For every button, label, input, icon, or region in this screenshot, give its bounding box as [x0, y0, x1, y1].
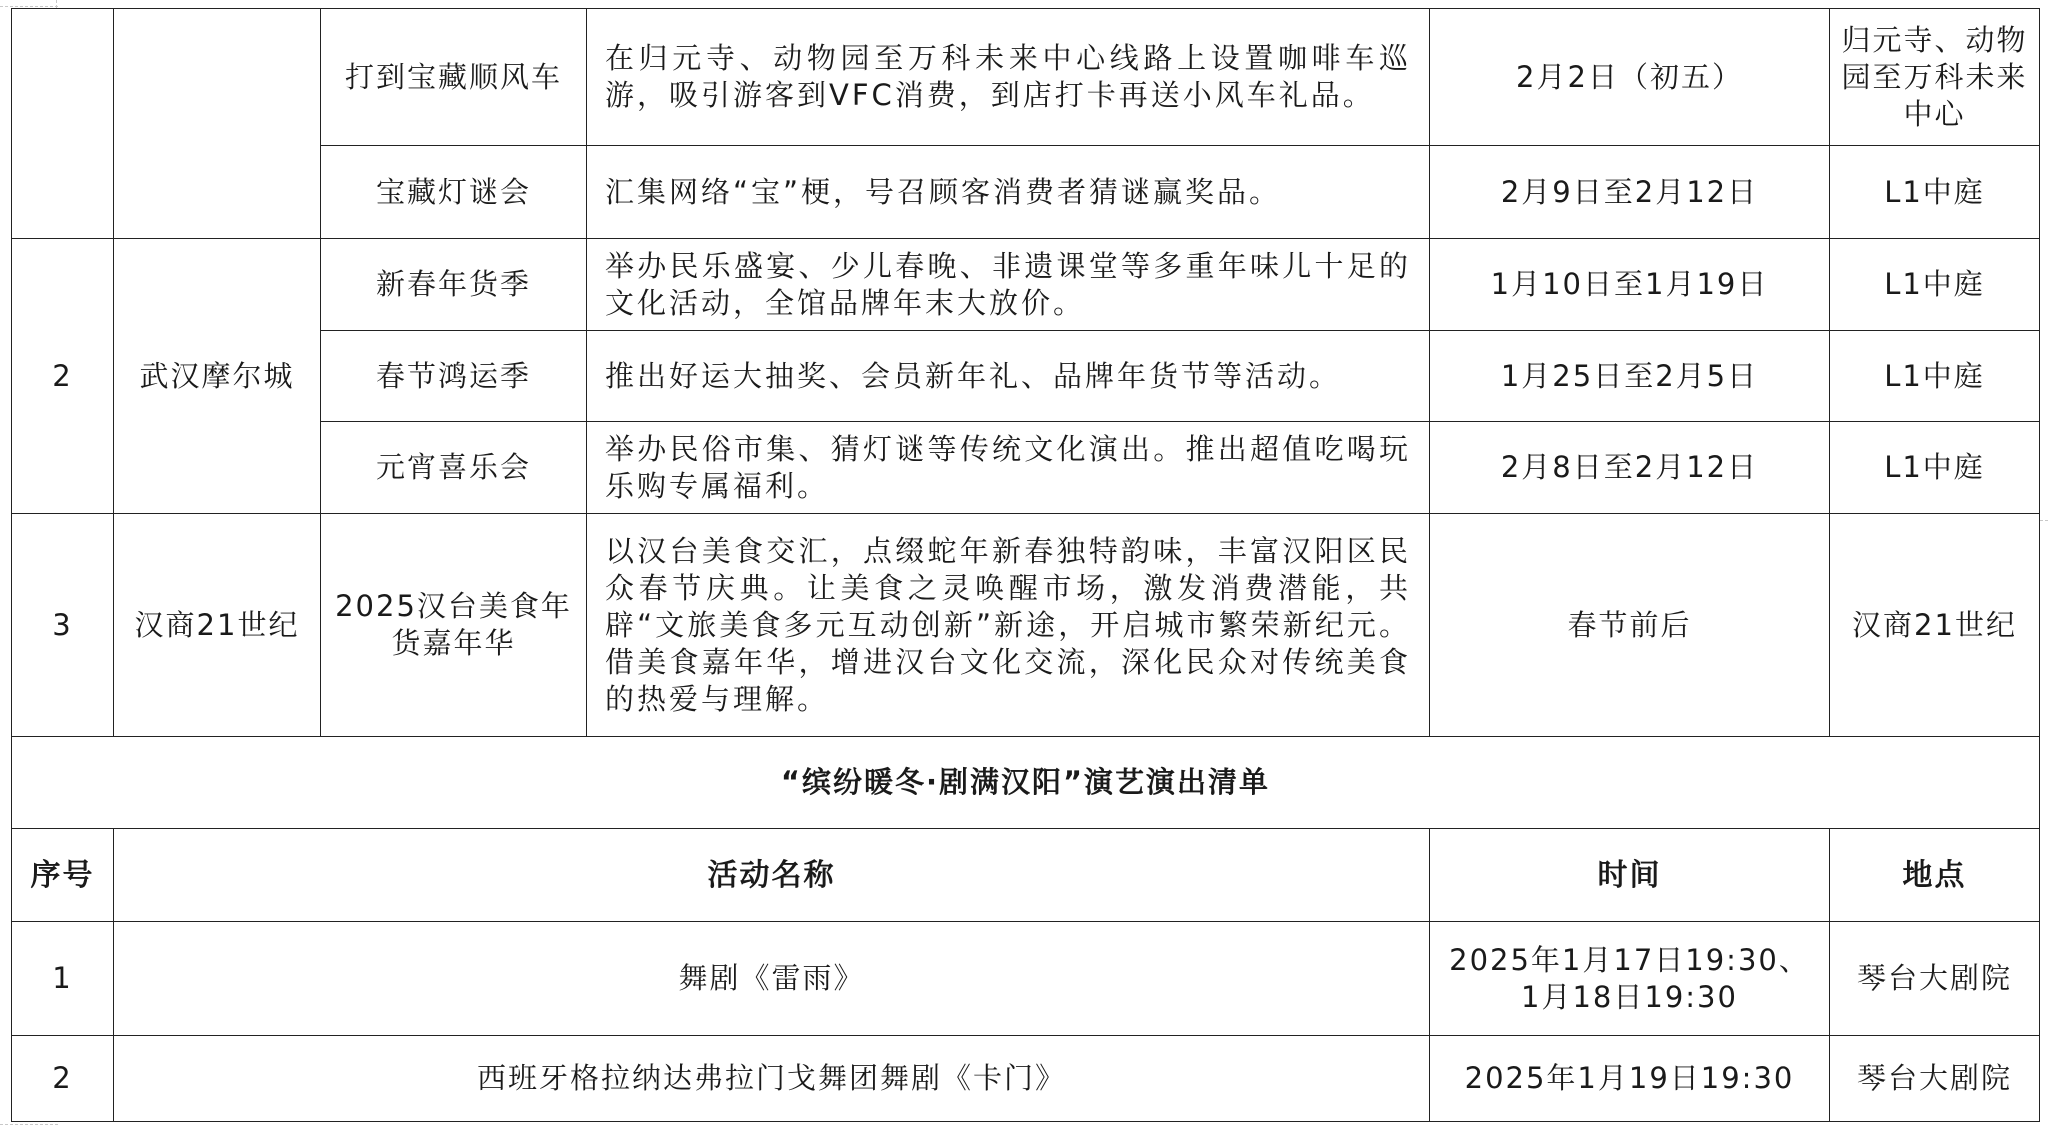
- activity-time: 1月10日至1月19日: [1430, 239, 1830, 331]
- table-row: [12, 922, 2040, 1036]
- activity-table: [11, 8, 2040, 1122]
- header-name: 活动名称: [114, 829, 1430, 922]
- performance-time-line-1: 2025年1月17日19:30、: [1449, 942, 1810, 977]
- seq-cell-empty: [12, 9, 114, 239]
- activity-name: 新春年货季: [321, 239, 587, 331]
- header-row: [12, 829, 2040, 922]
- performance-time-line-2: 1月18日19:30: [1521, 979, 1738, 1014]
- performance-name: 西班牙格拉纳达弗拉门戈舞团舞剧《卡门》: [114, 1036, 1430, 1122]
- activity-description: 以汉台美食交汇，点缀蛇年新春独特韵味，丰富汉阳区民众春节庆典。让美食之灵唤醒市场，激发消费潜能，共辟“文旅美食多元互动创新”新途，开启城市繁荣新纪元。借美食嘉年华，增进汉台文化交流，深化民众对传统美食的热爱与理解。: [587, 514, 1430, 737]
- section-title-row: [12, 737, 2040, 829]
- activity-time: 春节前后: [1430, 514, 1830, 737]
- venue-cell: 武汉摩尔城: [114, 239, 321, 514]
- crop-mark-top-left-vertical: [56, 0, 57, 8]
- crop-mark-top-left: [0, 6, 58, 7]
- seq-cell: 2: [12, 1036, 114, 1122]
- activity-description: 推出好运大抽奖、会员新年礼、品牌年货节等活动。: [587, 331, 1430, 422]
- activity-name: 宝藏灯谜会: [321, 146, 587, 239]
- performance-location: 琴台大剧院: [1830, 1036, 2040, 1122]
- performance-name: 舞剧《雷雨》: [114, 922, 1430, 1036]
- performance-time: [1430, 922, 1830, 1036]
- activity-description: 汇集网络“宝”梗，号召顾客消费者猜谜赢奖品。: [587, 146, 1430, 239]
- seq-cell: 3: [12, 514, 114, 737]
- activity-location: L1中庭: [1830, 331, 2040, 422]
- activity-time: 2月9日至2月12日: [1430, 146, 1830, 239]
- activity-location: 汉商21世纪: [1830, 514, 2040, 737]
- venue-cell: 汉商21世纪: [114, 514, 321, 737]
- activity-name: 春节鸿运季: [321, 331, 587, 422]
- activity-name: 元宵喜乐会: [321, 422, 587, 514]
- activity-name: 2025汉台美食年货嘉年华: [321, 514, 587, 737]
- activity-name: 打到宝藏顺风车: [321, 9, 587, 146]
- seq-cell: 2: [12, 239, 114, 514]
- header-seq: 序号: [12, 829, 114, 922]
- section-title: “缤纷暖冬·剧满汉阳”演艺演出清单: [12, 737, 2040, 829]
- activity-time: 1月25日至2月5日: [1430, 331, 1830, 422]
- seq-cell: 1: [12, 922, 114, 1036]
- crop-mark-bottom-left: [0, 1124, 58, 1125]
- performance-location: 琴台大剧院: [1830, 922, 2040, 1036]
- activity-description: 举办民俗市集、猜灯谜等传统文化演出。推出超值吃喝玩乐购专属福利。: [587, 422, 1430, 514]
- crop-mark-right: [2040, 520, 2048, 521]
- table-row: [12, 239, 2040, 331]
- activity-time: 2月2日（初五）: [1430, 9, 1830, 146]
- activity-location: 归元寺、动物园至万科未来中心: [1830, 9, 2040, 146]
- header-location: 地点: [1830, 829, 2040, 922]
- table-row: [12, 1036, 2040, 1122]
- activity-description: 在归元寺、动物园至万科未来中心线路上设置咖啡车巡游，吸引游客到VFC消费，到店打卡再送小风车礼品。: [587, 9, 1430, 146]
- performance-time: 2025年1月19日19:30: [1430, 1036, 1830, 1122]
- header-time: 时间: [1430, 829, 1830, 922]
- table-row: [12, 9, 2040, 146]
- activity-location: L1中庭: [1830, 422, 2040, 514]
- activity-description: 举办民乐盛宴、少儿春晚、非遗课堂等多重年味儿十足的文化活动，全馆品牌年末大放价。: [587, 239, 1430, 331]
- activity-location: L1中庭: [1830, 239, 2040, 331]
- activity-location: L1中庭: [1830, 146, 2040, 239]
- table-row: [12, 514, 2040, 737]
- activity-time: 2月8日至2月12日: [1430, 422, 1830, 514]
- venue-cell-empty: [114, 9, 321, 239]
